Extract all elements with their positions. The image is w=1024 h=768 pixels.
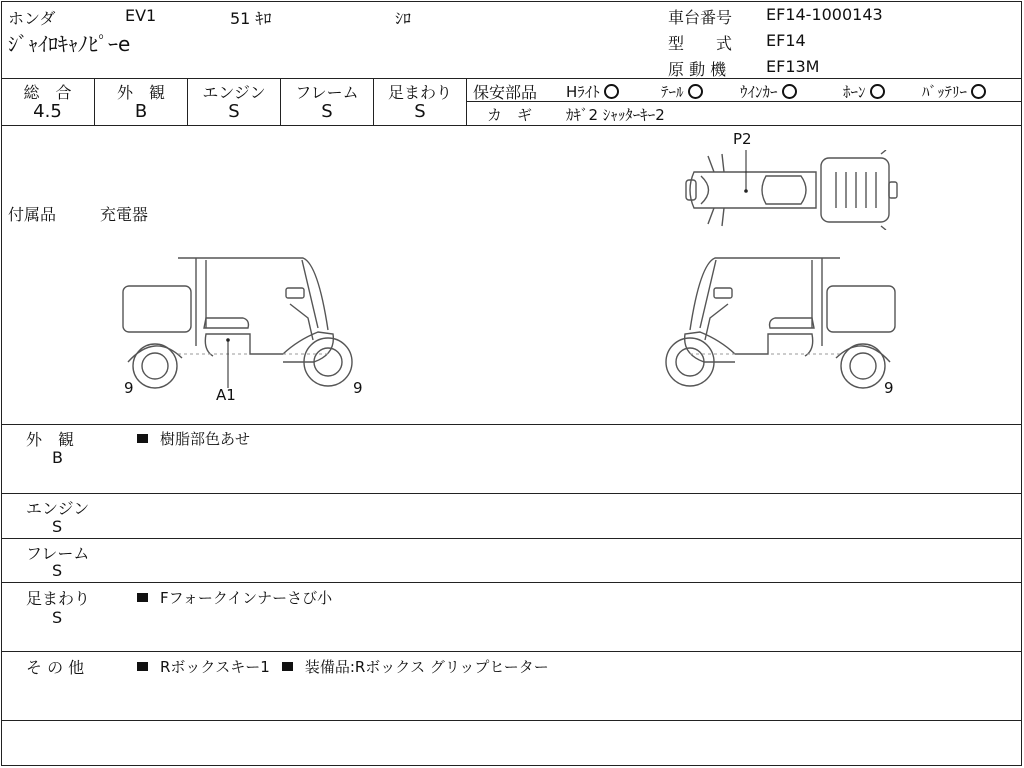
ok-mark-icon	[782, 84, 797, 99]
label-p2: P2	[733, 130, 752, 148]
detail-exterior-note: 樹脂部色あせ	[137, 428, 250, 449]
detail-other-label: そ の 他	[26, 658, 85, 677]
detail-exterior-label: 外 観	[26, 430, 75, 449]
frame-no: EF14-1000143	[766, 5, 883, 24]
divider	[1, 424, 1022, 425]
exterior-grade: B	[134, 101, 148, 122]
label-left-front-wheel: 9	[124, 379, 134, 397]
right-side-diagram	[655, 250, 900, 390]
detail-suspension-note: Fフォークインナーさび小	[137, 587, 332, 608]
accessories-label: 付属品	[8, 205, 57, 224]
safety-item-tail: ﾃｰﾙ	[661, 81, 703, 102]
mileage: 51 ｷﾛ	[230, 9, 272, 28]
engine-grade: S	[228, 101, 240, 122]
label-a1: A1	[216, 386, 236, 404]
bullet-square-icon	[137, 434, 148, 443]
detail-exterior-grade: B	[52, 448, 63, 467]
type-label: 型 式	[668, 34, 733, 53]
divider	[1, 720, 1022, 721]
label-left-rear-wheel: 9	[353, 379, 363, 397]
detail-suspension-grade: S	[52, 608, 63, 627]
engine-value: EF13M	[766, 57, 820, 76]
engine-rating-label: エンジン	[202, 83, 266, 102]
maker: ホンダ	[8, 9, 56, 28]
divider	[1, 651, 1022, 652]
bullet-square-icon	[137, 593, 148, 602]
exterior-label: 外 観	[116, 83, 165, 102]
frame-rating-label: フレーム	[295, 83, 359, 102]
safety-label: 保安部品	[473, 83, 538, 102]
model-name: ｼﾞｬｲﾛｷｬﾉﾋﾟｰe	[8, 32, 131, 56]
detail-suspension-label: 足まわり	[26, 589, 91, 608]
detail-other-note: Rボックスキー1 装備品:Rボックス グリップヒーター	[137, 656, 549, 677]
bullet-square-icon	[137, 662, 148, 671]
divider	[1, 125, 1022, 126]
suspension-grade: S	[414, 101, 426, 122]
type-value: EF14	[766, 31, 806, 50]
ok-mark-icon	[688, 84, 703, 99]
safety-item-winker: ｳｲﾝｶｰ	[740, 81, 797, 102]
detail-frame-label: フレーム	[26, 544, 90, 563]
top-view-diagram	[676, 150, 906, 230]
safety-item-headlight: Hﾗｲﾄ	[566, 81, 619, 102]
color: ｼﾛ	[395, 9, 412, 28]
key-value: ｶｷﾞ2 ｼｬｯﾀｰｷｰ2	[566, 106, 665, 124]
engine-label: 原 動 機	[668, 60, 727, 79]
total-score: 4.5	[33, 101, 62, 122]
total-label: 総 合	[23, 83, 72, 102]
divider	[1, 538, 1022, 539]
safety-item-horn: ﾎｰﾝ	[843, 81, 885, 102]
suspension-rating-label: 足まわり	[387, 83, 452, 102]
frame-grade: S	[321, 101, 333, 122]
detail-engine-label: エンジン	[26, 499, 90, 518]
divider	[1, 78, 1022, 79]
model-code: EV1	[125, 6, 157, 25]
divider	[1, 582, 1022, 583]
ok-mark-icon	[870, 84, 885, 99]
divider	[466, 78, 467, 125]
ok-mark-icon	[604, 84, 619, 99]
detail-frame-grade: S	[52, 561, 63, 580]
detail-engine-grade: S	[52, 517, 63, 536]
label-right-rear-wheel: 9	[884, 379, 894, 397]
accessories-value: 充電器	[100, 205, 149, 224]
safety-item-battery: ﾊﾞｯﾃﾘｰ	[922, 81, 986, 102]
frame-no-label: 車台番号	[668, 8, 733, 27]
left-side-diagram	[118, 250, 363, 390]
ok-mark-icon	[971, 84, 986, 99]
divider	[1, 493, 1022, 494]
key-label: カ ギ	[487, 106, 533, 124]
bullet-square-icon	[282, 662, 293, 671]
